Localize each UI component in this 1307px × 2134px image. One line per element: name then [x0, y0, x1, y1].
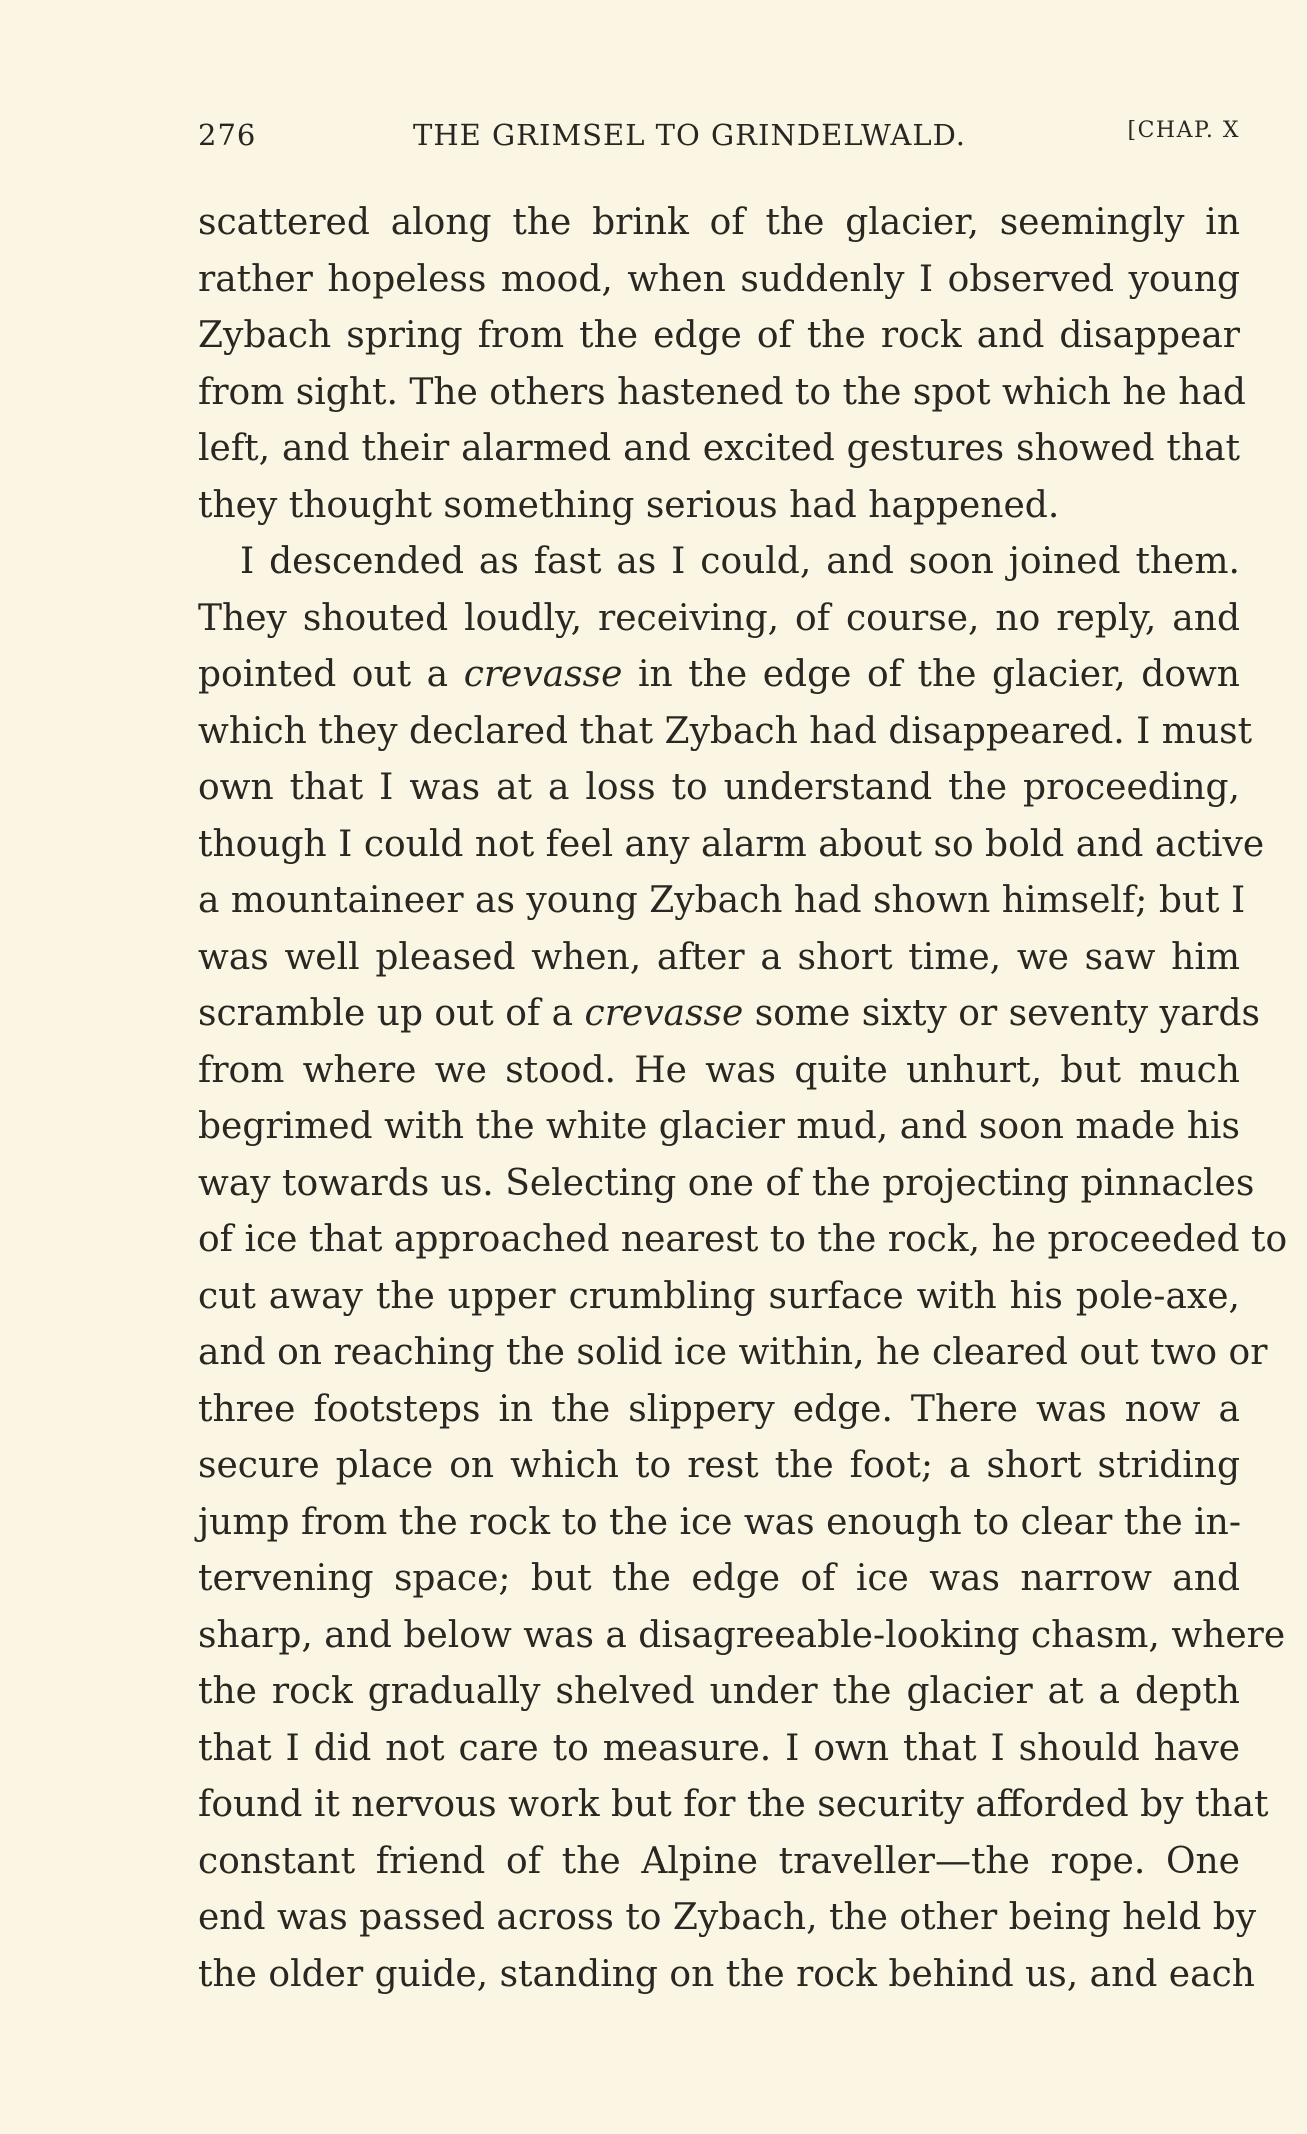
text-line: which they declared that Zybach had disappeared. I must [198, 710, 1253, 752]
chapter-running-title: THE GRIMSEL TO GRINDELWALD. [413, 118, 967, 152]
text-line: from where we stood. He was quite unhurt, but much [198, 1049, 1240, 1091]
page-number: 276 [198, 118, 257, 152]
text-line: secure place on which to rest the foot; a short striding [198, 1445, 1240, 1486]
text-segment: scramble up out of a [198, 993, 585, 1034]
text-line: though I could not feel any alarm about so bold and active [198, 823, 1265, 865]
text-line: they thought something serious had happened. [198, 484, 1060, 526]
text-line: three footsteps in the slippery edge. There was now a [198, 1388, 1240, 1430]
body-text [198, 195, 1288, 2003]
running-head [198, 118, 1240, 158]
chapter-marker: [CHAP. X [1127, 118, 1240, 143]
text-line: the rock gradually shelved under the glacier at a depth [198, 1671, 1240, 1712]
text-line: own that I was at a loss to understand the proceeding, [198, 767, 1240, 808]
text-line: that I did not care to measure. I own that I should have [198, 1727, 1240, 1769]
text-line: a mountaineer as young Zybach had shown himself; but I [198, 880, 1246, 921]
text-line: was well pleased when, after a short time, we saw him [198, 936, 1240, 978]
text-segment: pointed out a [198, 654, 464, 695]
text-line: the older guide, standing on the rock behind us, and each [198, 1953, 1255, 1995]
text-line: cut away the upper crumbling surface with his pole-axe, [198, 1275, 1240, 1317]
italic-word: crevasse [584, 993, 744, 1034]
text-line: sharp, and below was a disagreeable-looking chasm, where [198, 1614, 1286, 1656]
text-line: scattered along the brink of the glacier, seemingly in [198, 202, 1240, 243]
text-line [198, 647, 1240, 704]
text-line: way towards us. Selecting one of the projecting pinnacles [198, 1162, 1255, 1204]
text-line [198, 986, 1261, 1043]
italic-word: crevasse [463, 654, 623, 695]
text-line: and on reaching the solid ice within, he cleared out two or [198, 1332, 1268, 1373]
text-line: rather hopeless mood, when suddenly I observed young [198, 258, 1240, 300]
text-line: found it nervous work but for the security afforded by that [198, 1784, 1269, 1825]
text-segment: in the edge of the glacier, down [622, 654, 1240, 695]
text-line: left, and their alarmed and excited gestures showed that [198, 428, 1240, 469]
text-line: begrimed with the white glacier mud, and soon made his [198, 1106, 1240, 1147]
text-line: tervening space; but the edge of ice was narrow and [198, 1558, 1240, 1599]
text-line: end was passed across to Zybach, the other being held by [198, 1897, 1257, 1938]
text-line: jump from the rock to the ice was enough to clear the in- [198, 1501, 1242, 1543]
text-line: Zybach spring from the edge of the rock and disappear [198, 315, 1240, 356]
text-line: They shouted loudly, receiving, of course, no reply, and [198, 597, 1240, 639]
text-segment: some sixty or seventy yards [743, 993, 1261, 1034]
text-line: I descended as fast as I could, and soon joined them. [240, 541, 1240, 582]
text-line: from sight. The others hastened to the spot which he had [198, 371, 1246, 413]
text-line: constant friend of the Alpine traveller—the rope. One [198, 1840, 1240, 1882]
text-line: of ice that approached nearest to the rock, he proceeded to [198, 1219, 1288, 1260]
